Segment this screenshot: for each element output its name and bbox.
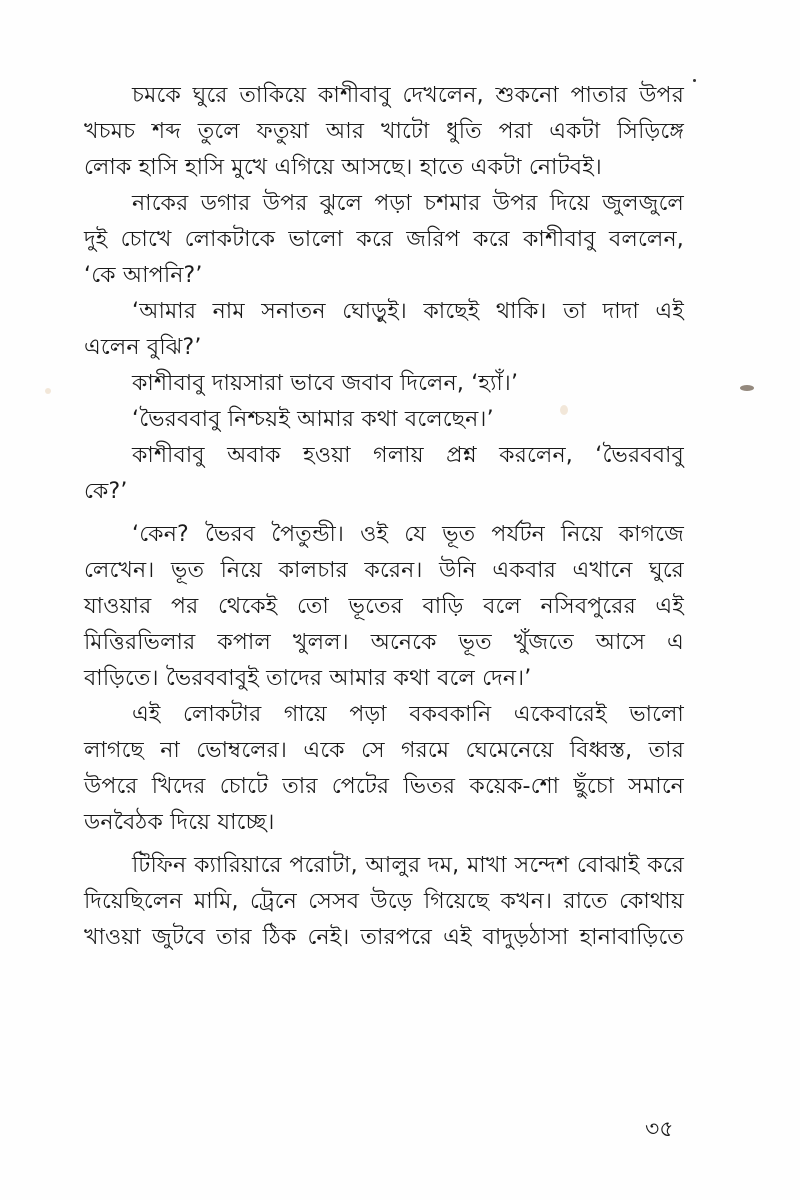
text-line: যাওয়ার পর থেকেই তো ভূতের বাড়ি বলে নসিবপুরের এই bbox=[84, 594, 684, 619]
text-line: কে?’ bbox=[84, 479, 128, 504]
text-line: ‘কে আপনি?’ bbox=[84, 263, 203, 288]
text-line: লেখেন। ভূত নিয়ে কালচার করেন। উনি একবার এখানে ঘুরে bbox=[84, 558, 684, 583]
text-line: লোক হাসি হাসি মুখে এগিয়ে আসছে। হাতে একটা নোটবই। bbox=[84, 155, 602, 180]
text-line: মিত্তিরভিলার কপাল খুলল। অনেকে ভূত খুঁজতে আসে এ bbox=[84, 630, 684, 655]
text-line: কাশীবাবু অবাক হওয়া গলায় প্রশ্ন করলেন, ‘ভৈরববাবু bbox=[132, 443, 684, 468]
text-line: লাগছে না ভোম্বলের। একে সে গরমে ঘেমেনেয়ে বিধ্বস্ত, তার bbox=[84, 738, 684, 763]
text-line: এই লোকটার গায়ে পড়া বকবকানি একেবারেই ভালো bbox=[132, 702, 684, 727]
text-line: খাওয়া জুটবে তার ঠিক নেই। তারপরে এই বাদুড়ঠাসা হানাবাড়িতে bbox=[84, 925, 684, 950]
text-line: উপরে খিদের চোটে তার পেটের ভিতর কয়েক-শো ছুঁচো সমানে bbox=[84, 774, 684, 799]
paper-stain bbox=[740, 385, 754, 391]
text-line: দিয়েছিলেন মামি, ট্রেনে সেসব উড়ে গিয়েছে কখন। রাতে কোথায় bbox=[84, 889, 684, 914]
page-number: ৩৫ bbox=[645, 1117, 674, 1142]
text-line: এলেন বুঝি?’ bbox=[84, 335, 202, 360]
text-line: বাড়িতে। ভৈরববাবুই তাদের আমার কথা বলে দেন।’ bbox=[84, 666, 532, 691]
text-line: টিফিন ক্যারিয়ারে পরোটা, আলুর দম, মাখা সন্দেশ বোঝাই করে bbox=[132, 853, 684, 878]
text-line: ‘কেন? ভৈরব পৈতুন্ডী। ওই যে ভূত পর্যটন নিয়ে কাগজে bbox=[132, 522, 684, 547]
paper-stain bbox=[45, 388, 51, 394]
text-line: ‘আমার নাম সনাতন ঘোড়ুই। কাছেই থাকি। তা দাদা এই bbox=[132, 299, 684, 324]
text-line: কাশীবাবু দায়সারা ভাবে জবাব দিলেন, ‘হ্যাঁ।’ bbox=[132, 371, 519, 396]
text-line: ‘ভৈরববাবু নিশ্চয়ই আমার কথা বলেছেন।’ bbox=[132, 407, 494, 432]
text-line: নাকের ডগার উপর ঝুলে পড়া চশমার উপর দিয়ে জুলজুলে bbox=[132, 191, 684, 216]
text-line: ডনবৈঠক দিয়ে যাচ্ছে। bbox=[84, 810, 275, 835]
text-line: চমকে ঘুরে তাকিয়ে কাশীবাবু দেখলেন, শুকনো পাতার উপর bbox=[132, 83, 684, 108]
body-text bbox=[84, 78, 684, 956]
paper-speck bbox=[693, 79, 696, 82]
text-line: দুই চোখে লোকটাকে ভালো করে জরিপ করে কাশীবাবু বললেন, bbox=[84, 227, 684, 252]
text-line: খচমচ শব্দ তুলে ফতুয়া আর খাটো ধুতি পরা একটা সিড়িঙ্গে bbox=[84, 119, 684, 144]
